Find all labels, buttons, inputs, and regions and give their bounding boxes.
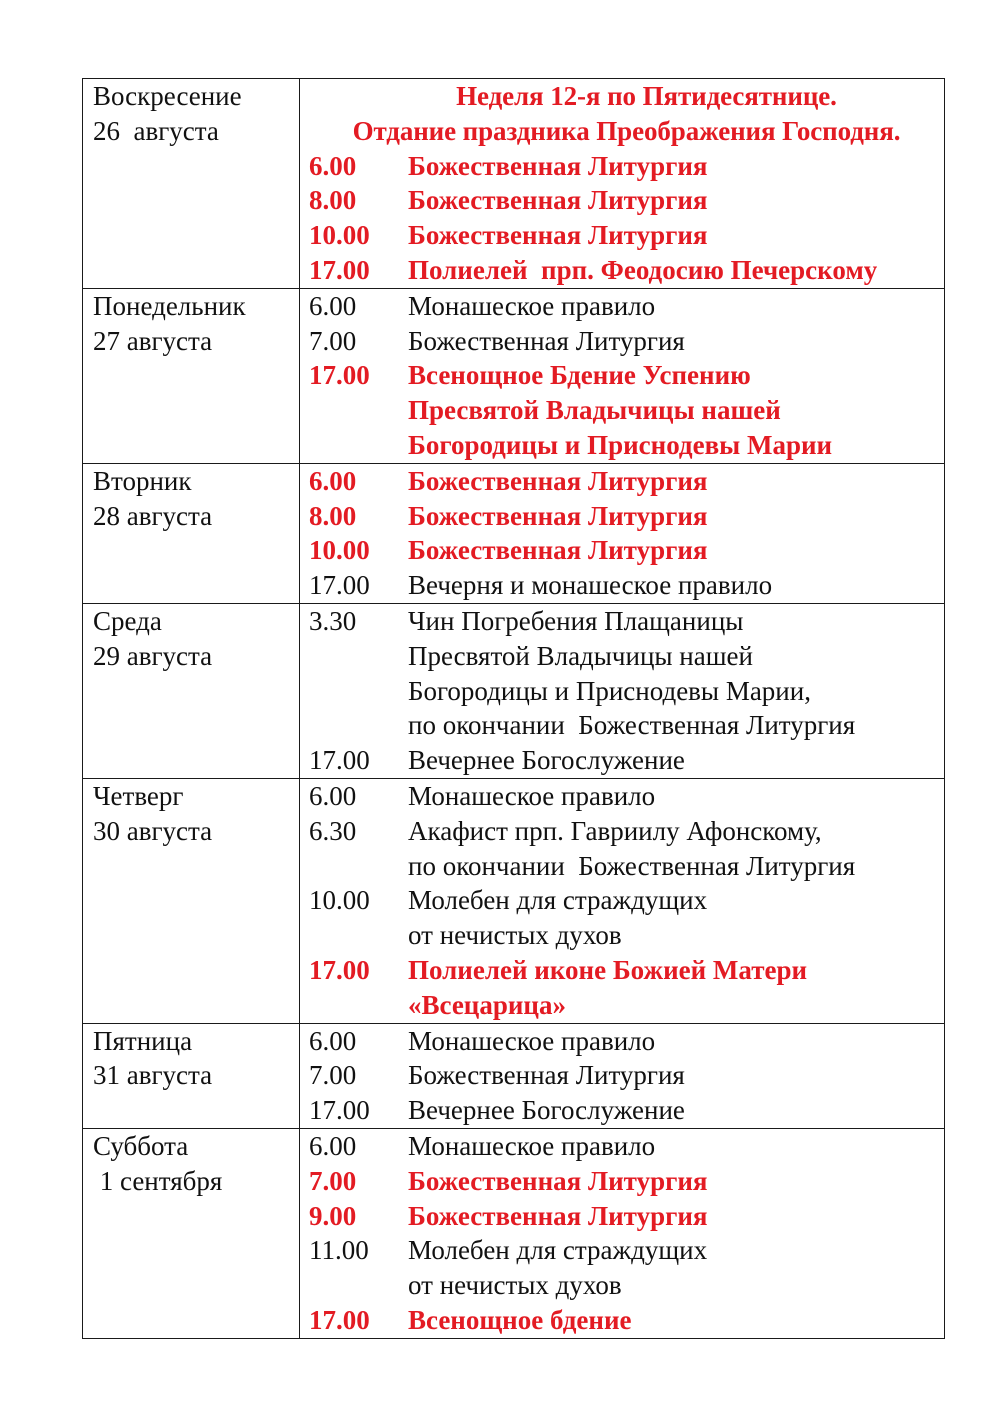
- events-cell: [300, 778, 945, 1023]
- service-line: Божественная Литургия: [408, 500, 708, 531]
- service-line: Полиелей иконе Божией Матери: [408, 954, 808, 985]
- service-time: 9.00: [309, 1200, 357, 1231]
- events-cell: [300, 463, 945, 603]
- service-entry: [309, 218, 944, 253]
- schedule-body: [83, 79, 945, 1339]
- service-description: [408, 533, 708, 568]
- service-time: 6.00: [309, 1130, 357, 1161]
- service-time: 10.00: [309, 535, 370, 566]
- day-row: [83, 288, 945, 463]
- service-time: 7.00: [309, 1060, 357, 1091]
- service-line: Молебен для страждущих: [408, 885, 708, 916]
- service-time: 6.00: [309, 780, 357, 811]
- day-cell: [83, 603, 300, 778]
- service-description: [408, 1058, 685, 1093]
- service-description: [408, 253, 877, 288]
- service-time: 6.30: [309, 815, 357, 846]
- service-entry: [309, 358, 944, 462]
- day-cell: [83, 463, 300, 603]
- service-time: 3.30: [309, 605, 357, 636]
- service-line: Пресвятой Владычицы нашей: [408, 395, 781, 426]
- day-name: Среда: [93, 605, 162, 636]
- events-cell: [300, 603, 945, 778]
- service-line: Божественная Литургия: [408, 1200, 708, 1231]
- service-entry: [309, 253, 944, 288]
- service-line: Божественная Литургия: [408, 1165, 708, 1196]
- service-entry: [309, 289, 944, 324]
- service-description: [408, 779, 655, 814]
- service-line: Богородицы и Приснодевы Марии,: [408, 675, 811, 706]
- day-name: Пятница: [93, 1025, 193, 1056]
- service-description: [408, 324, 685, 359]
- service-line: Монашеское правило: [408, 1130, 656, 1161]
- service-line: от нечистых духов: [408, 920, 622, 951]
- service-description: [408, 464, 708, 499]
- service-line: «Всецарица»: [408, 989, 566, 1020]
- day-date: 31 августа: [93, 1060, 213, 1091]
- service-entry: [309, 1024, 944, 1059]
- day-cell: [83, 79, 300, 289]
- events-cell: [300, 288, 945, 463]
- service-time: 17.00: [309, 360, 370, 391]
- service-description: [408, 953, 807, 1023]
- service-entry: [309, 149, 944, 184]
- service-description: [408, 183, 708, 218]
- day-date: 28 августа: [93, 500, 213, 531]
- service-time: 10.00: [309, 220, 370, 251]
- day-row: [83, 79, 945, 289]
- day-row: [83, 463, 945, 603]
- service-line: от нечистых духов: [408, 1270, 622, 1301]
- service-entry: [309, 1199, 944, 1234]
- service-line: Божественная Литургия: [408, 150, 708, 181]
- day-row: [83, 603, 945, 778]
- service-line: по окончании Божественная Литургия: [408, 850, 856, 881]
- service-description: [408, 1199, 708, 1234]
- service-time: 7.00: [309, 1165, 357, 1196]
- service-entry: [309, 533, 944, 568]
- service-time: 17.00: [309, 1304, 370, 1335]
- service-line: Чин Погребения Плащаницы: [408, 605, 744, 636]
- service-entry: [309, 604, 944, 743]
- service-line: Полиелей прп. Феодосию Печерскому: [408, 254, 878, 285]
- service-time: 11.00: [309, 1235, 369, 1266]
- service-description: [408, 149, 708, 184]
- service-time: 7.00: [309, 325, 357, 356]
- service-time: 17.00: [309, 254, 370, 285]
- service-line: Вечернее Богослужение: [408, 745, 685, 776]
- service-line: Всенощное Бдение Успению: [408, 360, 751, 391]
- service-line: Божественная Литургия: [408, 535, 708, 566]
- service-entry: [309, 953, 944, 1023]
- feast-title: Отдание праздника Преображения Господня.: [352, 115, 901, 146]
- service-entry: [309, 743, 944, 778]
- service-line: Божественная Литургия: [408, 325, 685, 356]
- service-line: Всенощное бдение: [408, 1304, 632, 1335]
- service-description: [408, 1024, 655, 1059]
- day-name: Суббота: [93, 1130, 189, 1161]
- service-entry: [309, 1164, 944, 1199]
- service-line: Монашеское правило: [408, 780, 656, 811]
- service-description: [408, 358, 832, 462]
- service-entry: [309, 883, 944, 953]
- service-line: Вечернее Богослужение: [408, 1095, 685, 1126]
- service-description: [408, 1093, 685, 1128]
- service-description: [408, 1233, 707, 1303]
- day-cell: [83, 1023, 300, 1128]
- events-cell: [300, 79, 945, 289]
- feast-title: Неделя 12-я по Пятидесятнице.: [456, 81, 837, 111]
- service-time: 6.00: [309, 290, 357, 321]
- service-line: Монашеское правило: [408, 1025, 656, 1056]
- service-line: Акафист прп. Гавриилу Афонскому,: [408, 815, 822, 846]
- service-entry: [309, 1058, 944, 1093]
- service-line: Божественная Литургия: [408, 465, 708, 496]
- service-time: 6.00: [309, 1025, 357, 1056]
- service-description: [408, 499, 708, 534]
- service-line: по окончании Божественная Литургия: [408, 710, 856, 741]
- service-description: [408, 568, 772, 603]
- service-time: 8.00: [309, 185, 357, 216]
- service-entry: [309, 464, 944, 499]
- service-time: 6.00: [309, 465, 357, 496]
- day-date: 26 августа: [93, 115, 219, 146]
- service-entry: [309, 499, 944, 534]
- service-description: [408, 218, 708, 253]
- day-cell: [83, 778, 300, 1023]
- day-name: Понедельник: [93, 290, 246, 321]
- service-line: Монашеское правило: [408, 290, 656, 321]
- day-cell: [83, 1128, 300, 1338]
- service-line: Божественная Литургия: [408, 185, 708, 216]
- service-time: 17.00: [309, 570, 370, 601]
- service-line: Божественная Литургия: [408, 1060, 685, 1091]
- service-description: [408, 1129, 655, 1164]
- day-name: Воскресение: [93, 81, 242, 111]
- service-description: [408, 814, 855, 884]
- day-row: [83, 778, 945, 1023]
- day-date: 30 августа: [93, 815, 213, 846]
- service-description: [408, 1164, 708, 1199]
- service-time: 10.00: [309, 885, 370, 916]
- service-line: Молебен для страждущих: [408, 1235, 708, 1266]
- service-time: 17.00: [309, 745, 370, 776]
- service-entry: [309, 814, 944, 884]
- service-entry: [309, 568, 944, 603]
- service-time: 6.00: [309, 150, 357, 181]
- service-time: 17.00: [309, 954, 370, 985]
- day-date: 1 сентября: [93, 1165, 223, 1196]
- service-entry: [309, 1093, 944, 1128]
- service-description: [408, 883, 707, 953]
- service-description: [408, 743, 685, 778]
- service-time: 17.00: [309, 1095, 370, 1126]
- day-date: 27 августа: [93, 325, 213, 356]
- day-date: 29 августа: [93, 640, 213, 671]
- service-description: [408, 1303, 632, 1338]
- schedule-table: [82, 78, 945, 1339]
- service-entry: [309, 183, 944, 218]
- service-time: 8.00: [309, 500, 357, 531]
- service-line: Божественная Литургия: [408, 220, 708, 251]
- service-entry: [309, 779, 944, 814]
- service-entry: [309, 324, 944, 359]
- service-line: Богородицы и Приснодевы Марии: [408, 429, 833, 460]
- day-name: Вторник: [93, 465, 192, 496]
- service-entry: [309, 1233, 944, 1303]
- service-entry: [309, 1129, 944, 1164]
- service-description: [408, 289, 655, 324]
- day-cell: [83, 288, 300, 463]
- day-row: [83, 1023, 945, 1128]
- events-cell: [300, 1128, 945, 1338]
- service-line: Пресвятой Владычицы нашей: [408, 640, 753, 671]
- service-description: [408, 604, 855, 743]
- day-name: Четверг: [93, 780, 184, 811]
- day-row: [83, 1128, 945, 1338]
- service-line: Вечерня и монашеское правило: [408, 570, 773, 601]
- service-entry: [309, 1303, 944, 1338]
- events-cell: [300, 1023, 945, 1128]
